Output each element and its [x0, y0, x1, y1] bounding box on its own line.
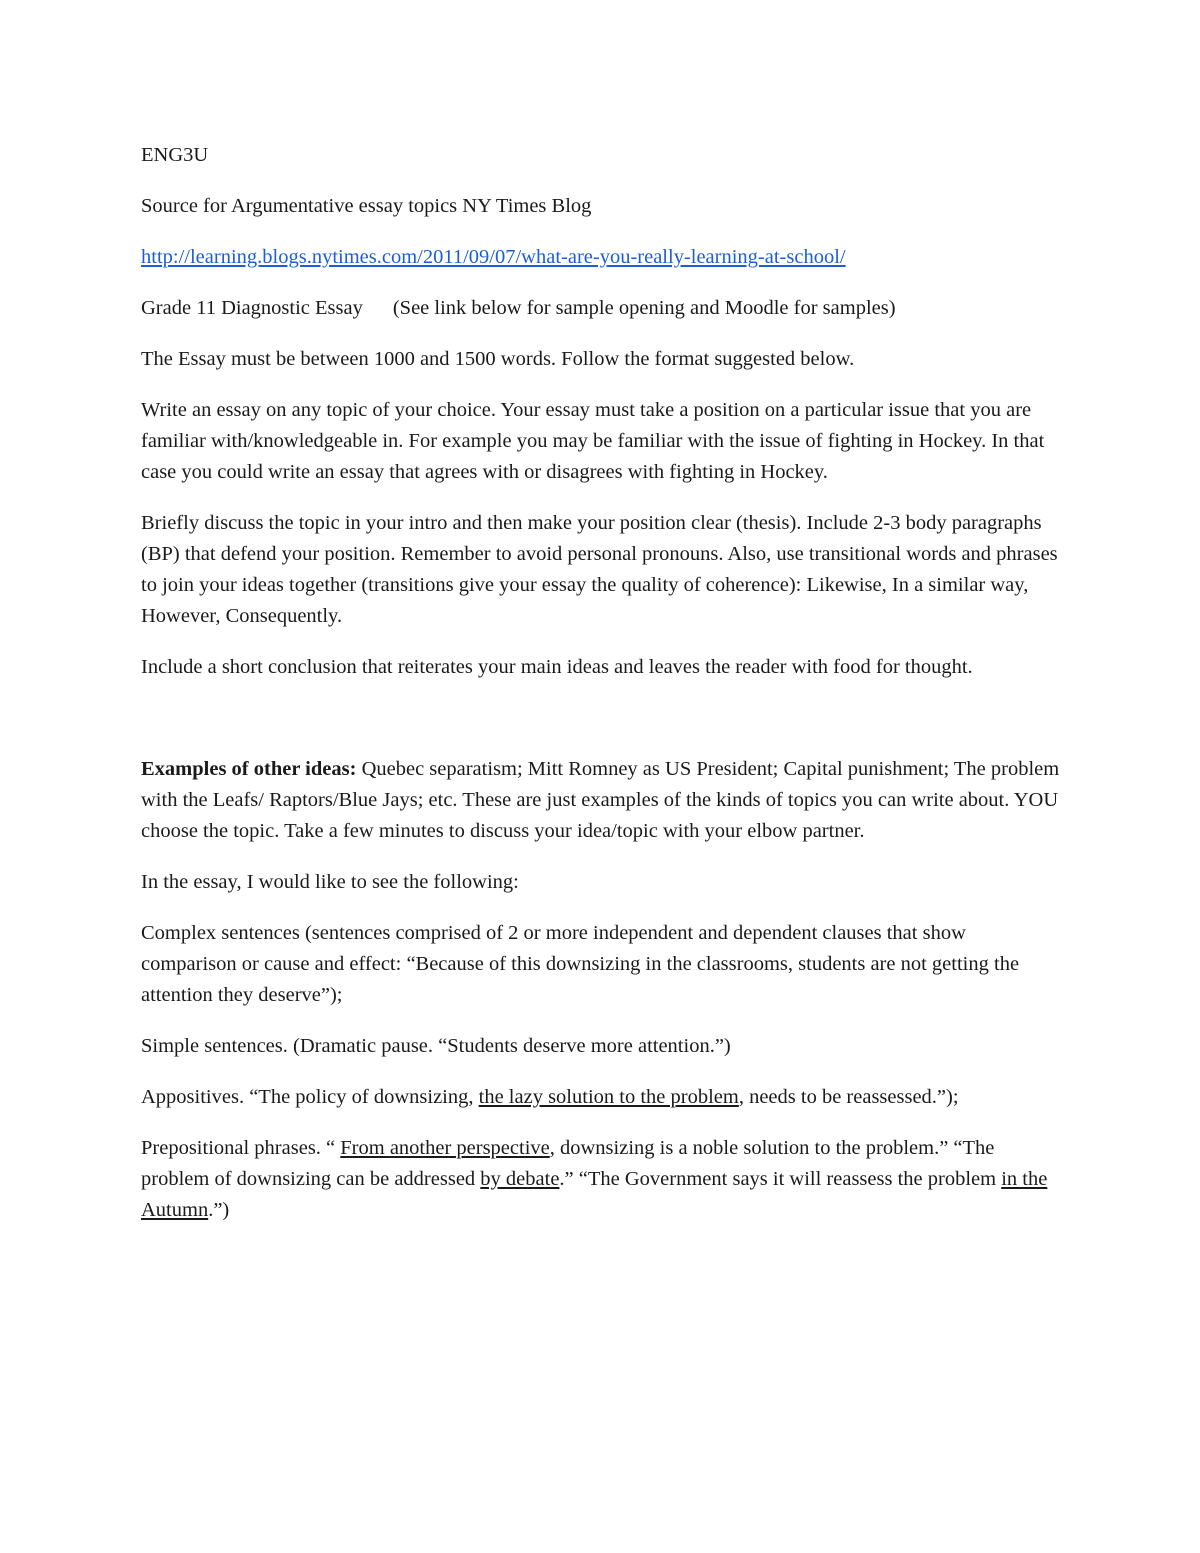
source-line: Source for Argumentative essay topics NY Times Blog: [141, 195, 592, 217]
prepositional-example-2: by debate: [480, 1168, 560, 1190]
source-link-paragraph: [141, 242, 1061, 273]
document-page: [141, 140, 1061, 1246]
appositives-paragraph: Appositives. “The policy of downsizing, the lazy solution to the problem, needs to be reassessed.”);: [141, 1086, 959, 1108]
instructions-body: Briefly discuss the topic in your intro and then make your position clear (thesis). Include 2-3 body paragraphs (BP) that defend your position. Remember to avoid personal pronouns. Also, use transitional words and phrases to join your ideas together (transitions give your essay the quality of coherence): Likewise, In a similar way, However, Consequently.: [141, 512, 1058, 627]
instructions-topic: Write an essay on any topic of your choice. Your essay must take a position on a particular issue that you are familiar with/knowledgeable in. For example you may be familiar with the issue of fighting in Hockey. In that case you could write an essay that agrees with or disagrees with fighting in Hockey.: [141, 399, 1045, 483]
expectations-intro: In the essay, I would like to see the following:: [141, 871, 519, 893]
source-link[interactable]: http://learning.blogs.nytimes.com/2011/09/07/what-are-you-really-learning-at-school/: [141, 246, 846, 268]
length-requirement: The Essay must be between 1000 and 1500 words. Follow the format suggested below.: [141, 348, 855, 370]
prepositional-example-1: From another perspective: [340, 1137, 550, 1159]
assignment-title: Grade 11 Diagnostic Essay: [141, 297, 363, 319]
course-code: ENG3U: [141, 144, 209, 166]
instructions-conclusion: Include a short conclusion that reiterates your main ideas and leaves the reader with food for thought.: [141, 656, 973, 678]
complex-sentences: Complex sentences (sentences comprised of 2 or more independent and dependent clauses that show comparison or cause and effect: “Because of this downsizing in the classrooms, students are not getting the attention they deserve”);: [141, 922, 1020, 1006]
simple-sentences: Simple sentences. (Dramatic pause. “Students deserve more attention.”): [141, 1035, 731, 1057]
assignment-line: [141, 293, 1061, 324]
blank-spacer: [141, 703, 1061, 754]
prepositional-example-3: in the Autumn: [141, 1168, 1048, 1221]
appositive-example: the lazy solution to the problem: [478, 1086, 739, 1108]
examples-text: Quebec separatism; Mitt Romney as US President; Capital punishment; The problem with the Leafs/ Raptors/Blue Jays; etc. These are just examples of the kinds of topics you can write about. YOU choose the topic. Take a few minutes to discuss your idea/topic with your elbow partner.: [141, 758, 1060, 842]
examples-paragraph: [141, 754, 1061, 847]
examples-label: Examples of other ideas:: [141, 758, 357, 780]
prepositional-paragraph: Prepositional phrases. “ From another perspective, downsizing is a noble solution to the problem.” “The problem of downsizing can be addressed by debate.” “The Government says it will reassess the problem in the Autumn.”): [141, 1137, 1048, 1221]
assignment-note: (See link below for sample opening and Moodle for samples): [392, 297, 896, 319]
